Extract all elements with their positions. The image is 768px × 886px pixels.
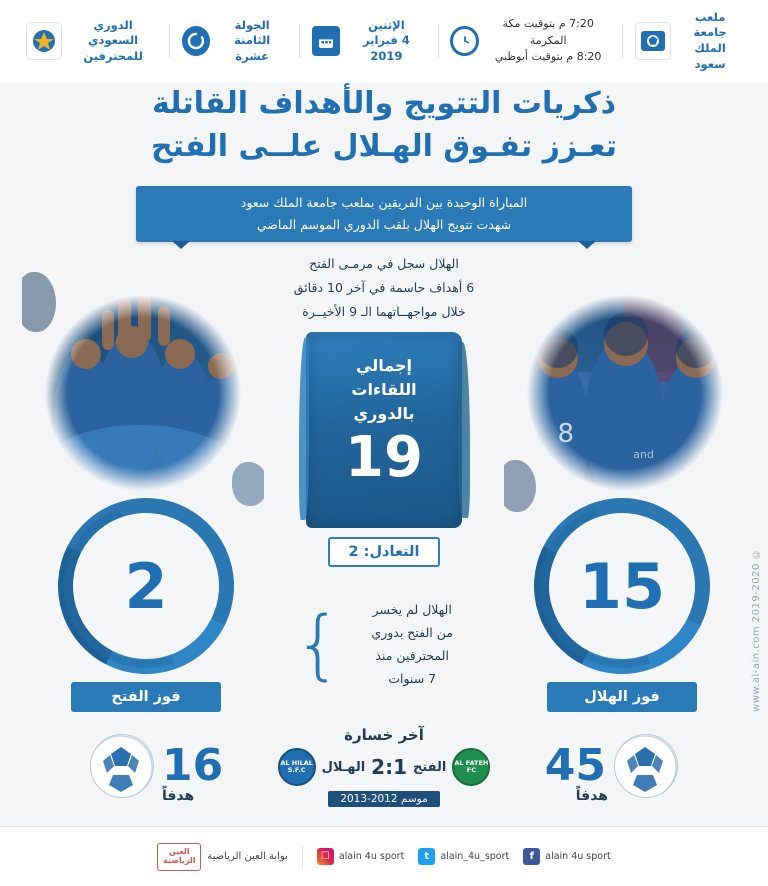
stadium-line2: الملك سعود	[694, 41, 726, 71]
last-loss-season: موسم 2012-2013	[328, 791, 439, 807]
social-instagram[interactable]	[317, 848, 404, 865]
topbar-date	[300, 14, 438, 68]
calendar-icon	[312, 26, 340, 56]
time-text	[486, 16, 610, 66]
fateh-badge-icon: AL FATEH FC	[452, 748, 490, 786]
social-facebook[interactable]	[523, 848, 610, 865]
topbar-divider-2	[299, 24, 300, 58]
last-loss-team-hilal: الهـلال	[321, 759, 366, 775]
sub-banner-line1: المباراة الوحيدة بين الفريقين بملعب جامعة الملك سعود	[240, 195, 528, 211]
football-icon-fateh	[90, 734, 154, 798]
total-label-line3: بالدوري	[353, 404, 415, 423]
sub-banner-line2: شهدت تتويج الهلال بلقب الدوري الموسم الماضي	[256, 217, 512, 232]
wins-hilal-value: 15	[578, 549, 666, 623]
last-loss-block	[268, 726, 500, 822]
league-line2: للمحترفين	[83, 48, 143, 63]
date-text	[347, 18, 425, 65]
headline-line2: تعـزز تفـوق الهـلال علــى الفتح	[151, 128, 617, 164]
total-matches-card	[284, 332, 484, 572]
draws-badge: التعادل: 2	[328, 537, 440, 567]
stadium-logo-icon	[635, 22, 671, 60]
last-loss-title: آخر خسارة	[344, 726, 424, 744]
instagram-icon[interactable]: ☐	[317, 848, 334, 865]
league-line1: الدوري السعودي	[88, 17, 139, 48]
footer-divider	[302, 846, 303, 868]
total-label-line1: إجمالي	[356, 356, 412, 375]
stadium-line1: ملعب جامعة	[693, 9, 727, 40]
date-weekday: الإثنين	[368, 17, 405, 32]
facebook-handle: alain 4u sport	[545, 851, 611, 862]
wins-hilal-label: فوز الهلال	[547, 682, 697, 712]
wins-hilal-circle	[534, 498, 710, 705]
league-text	[69, 18, 157, 65]
clock-icon	[450, 26, 479, 56]
instagram-handle: alain 4u sport	[338, 851, 405, 862]
footer-brand	[157, 843, 288, 871]
wins-fateh-value: 2	[124, 549, 168, 623]
no-loss-note-text	[348, 598, 476, 691]
date-value: 4 فبراير 2019	[362, 33, 410, 63]
brace-icon: }	[294, 598, 343, 688]
hilal-badge-icon: AL HILAL S.F.C	[278, 748, 316, 786]
svg-text:and: and	[633, 448, 654, 461]
round-icon	[182, 26, 210, 56]
time-abudhabi: 8:20 م بتوقيت أبوظبي	[494, 50, 602, 64]
intro-note-line2: 6 أهداف حاسمة في آخر 10 دقائق	[293, 279, 475, 295]
last-loss-row	[278, 748, 491, 786]
social-twitter[interactable]	[418, 848, 509, 865]
twitter-icon[interactable]: t	[418, 848, 435, 865]
last-loss-score: 2:1	[371, 755, 407, 779]
topbar-league	[14, 14, 169, 68]
svg-text:8: 8	[557, 419, 574, 449]
total-label-line2: اللقاءات	[351, 380, 417, 399]
sub-banner	[136, 186, 632, 242]
topbar-stadium	[623, 9, 754, 71]
footer-portal-name: بوابة العين الرياضية	[207, 851, 288, 862]
league-logo-icon	[26, 22, 62, 60]
goals-fateh-label: هدفاً	[162, 788, 195, 804]
intro-note-line3: خلال مواجهــاتهما الـ 9 الأخيــرة	[302, 303, 466, 319]
last-loss-team-fateh: الفتح	[413, 759, 447, 775]
photo-hilal-celebration-left	[22, 262, 264, 524]
goals-hilal-value: 45	[544, 740, 606, 791]
no-loss-line1: الهلال لم يخسر	[372, 602, 452, 617]
no-loss-line2: من الفتح بدوري	[371, 625, 453, 641]
round-text	[217, 18, 287, 65]
headline	[0, 84, 768, 168]
time-mecca: 7:20 م بتوقيت مكة المكرمة	[502, 17, 594, 47]
no-loss-note	[294, 598, 476, 691]
stadium-text	[678, 10, 742, 72]
photo-hilal-celebration-right	[504, 262, 746, 524]
round-line1: الجولة	[234, 17, 270, 32]
topbar-divider-4	[622, 24, 623, 58]
no-loss-line4: 7 سنوات	[388, 671, 437, 687]
football-icon-hilal	[614, 734, 678, 798]
facebook-icon[interactable]: f	[523, 848, 540, 865]
watermark: © 2019-2020 www.al-ain.com	[751, 548, 762, 712]
headline-line1: ذكريات التتويج والأهداف القاتلة	[151, 86, 617, 121]
round-line2: الثامنة عشرة	[234, 33, 271, 63]
topbar-round	[170, 14, 299, 68]
topbar-time	[438, 14, 622, 68]
topbar-divider-1	[169, 24, 170, 58]
alain-logo-icon: العين الرياضية	[157, 843, 201, 871]
twitter-handle: alain_4u_sport	[440, 851, 510, 862]
footer	[0, 826, 768, 886]
no-loss-line3: المحترفين منذ	[375, 648, 449, 664]
goals-hilal-label: هدفاً	[575, 788, 608, 804]
topbar-divider-3	[438, 24, 439, 58]
total-matches-value: 19	[345, 425, 423, 490]
wins-fateh-label: فوز الفتح	[71, 682, 221, 712]
wins-fateh-circle	[58, 498, 234, 705]
topbar	[0, 0, 768, 82]
goals-fateh-value: 16	[162, 740, 224, 791]
intro-note-line1: الهلال سجل في مرمـى الفتح	[309, 256, 459, 271]
total-matches-label	[351, 332, 416, 426]
